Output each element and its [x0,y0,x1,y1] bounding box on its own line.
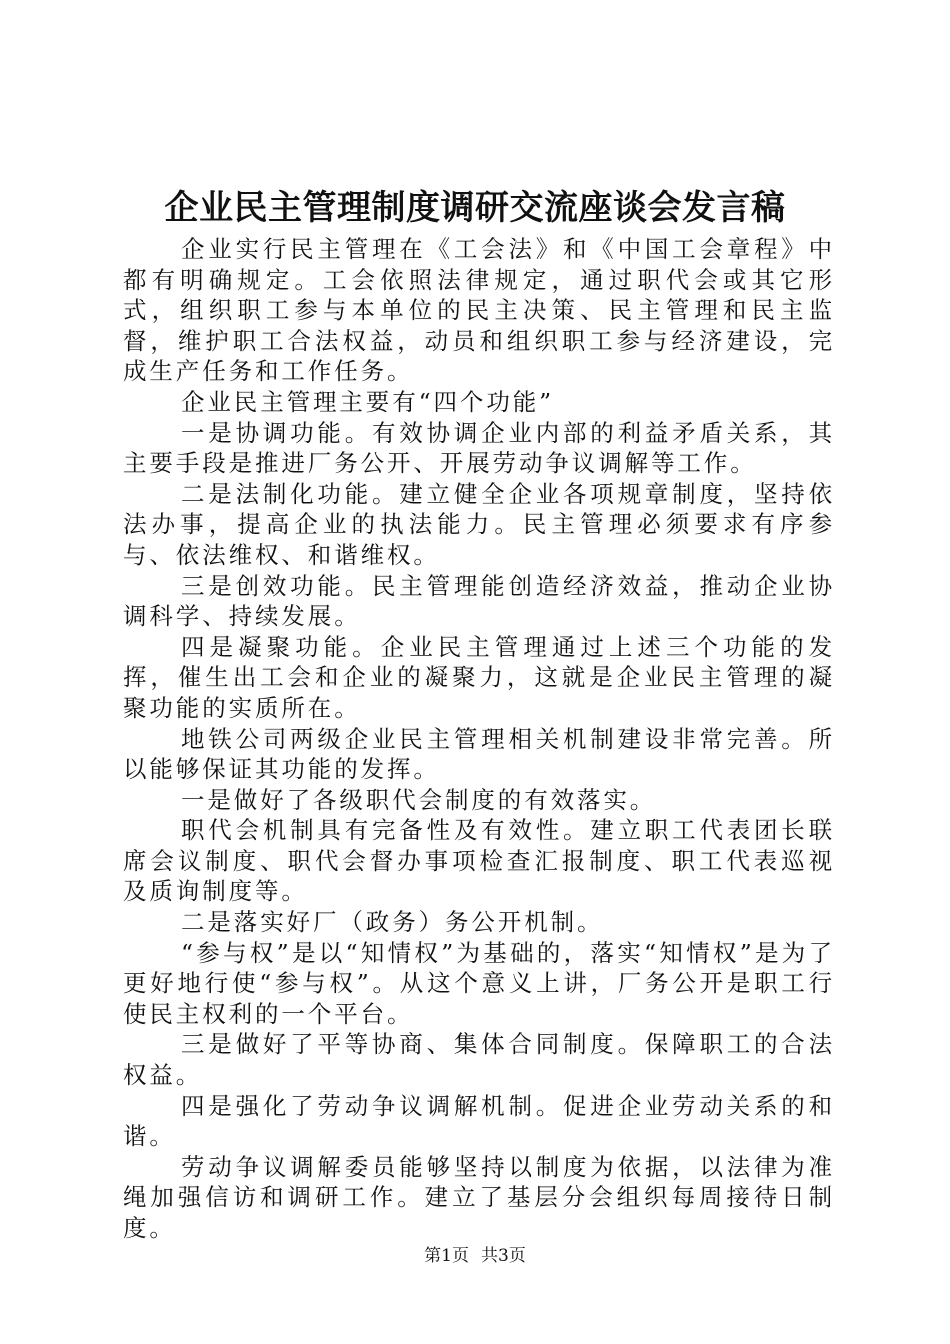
paragraph: 企业实行民主管理在《工会法》和《中国工会章程》中都有明确规定。工会依照法律规定，通过职代会或其它形式，组织职工参与本单位的民主决策、民主管理和民主监督，维护职工合法权益，动员和组织职工参与经济建设，完成生产任务和工作任务。 [123,235,835,386]
page-total: 共3页 [481,1246,526,1266]
paragraph: 劳动争议调解委员能够坚持以制度为依据，以法律为准绳加强信访和调研工作。建立了基层分会组织每周接待日制度。 [123,1152,835,1242]
paragraph: 二是落实好厂（政务）务公开机制。 [181,908,604,937]
paragraph: 二是法制化功能。建立健全企业各项规章制度，坚持依法办事，提高企业的执法能力。民主管理必须要求有序参与、依法维权、和谐维权。 [123,479,835,569]
paragraph: 一是做好了各级职代会制度的有效落实。 [181,785,657,814]
paragraph: 三是创效功能。民主管理能创造经济效益，推动企业协调科学、持续发展。 [123,571,835,631]
paragraph: 企业民主管理主要有“四个功能” [181,387,555,416]
paragraph: 三是做好了平等协商、集体合同制度。保障职工的合法权益。 [123,1030,835,1090]
paragraph: 职代会机制具有完备性及有效性。建立职工代表团长联席会议制度、职代会督办事项检查汇报制度、职工代表巡视及质询制度等。 [123,816,835,906]
paragraph: “参与权”是以“知情权”为基础的，落实“知情权”是为了更好地行使“参与权”。从这个意义上讲，厂务公开是职工行使民主权利的一个平台。 [123,938,835,1028]
paragraph: 一是协调功能。有效协调企业内部的利益矛盾关系，其主要手段是推进厂务公开、开展劳动争议调解等工作。 [123,418,835,478]
paragraph: 地铁公司两级企业民主管理相关机制建设非常完善。所以能够保证其功能的发挥。 [123,724,835,784]
page-number: 第1页 [424,1246,469,1266]
document-body [123,234,835,1244]
paragraph: 四是凝聚功能。企业民主管理通过上述三个功能的发挥，催生出工会和企业的凝聚力，这就是企业民主管理的凝聚功能的实质所在。 [123,632,835,722]
paragraph: 四是强化了劳动争议调解机制。促进企业劳动关系的和谐。 [123,1091,835,1151]
page-footer [0,1244,950,1268]
document-title: 企业民主管理制度调研交流座谈会发言稿 [164,188,786,228]
